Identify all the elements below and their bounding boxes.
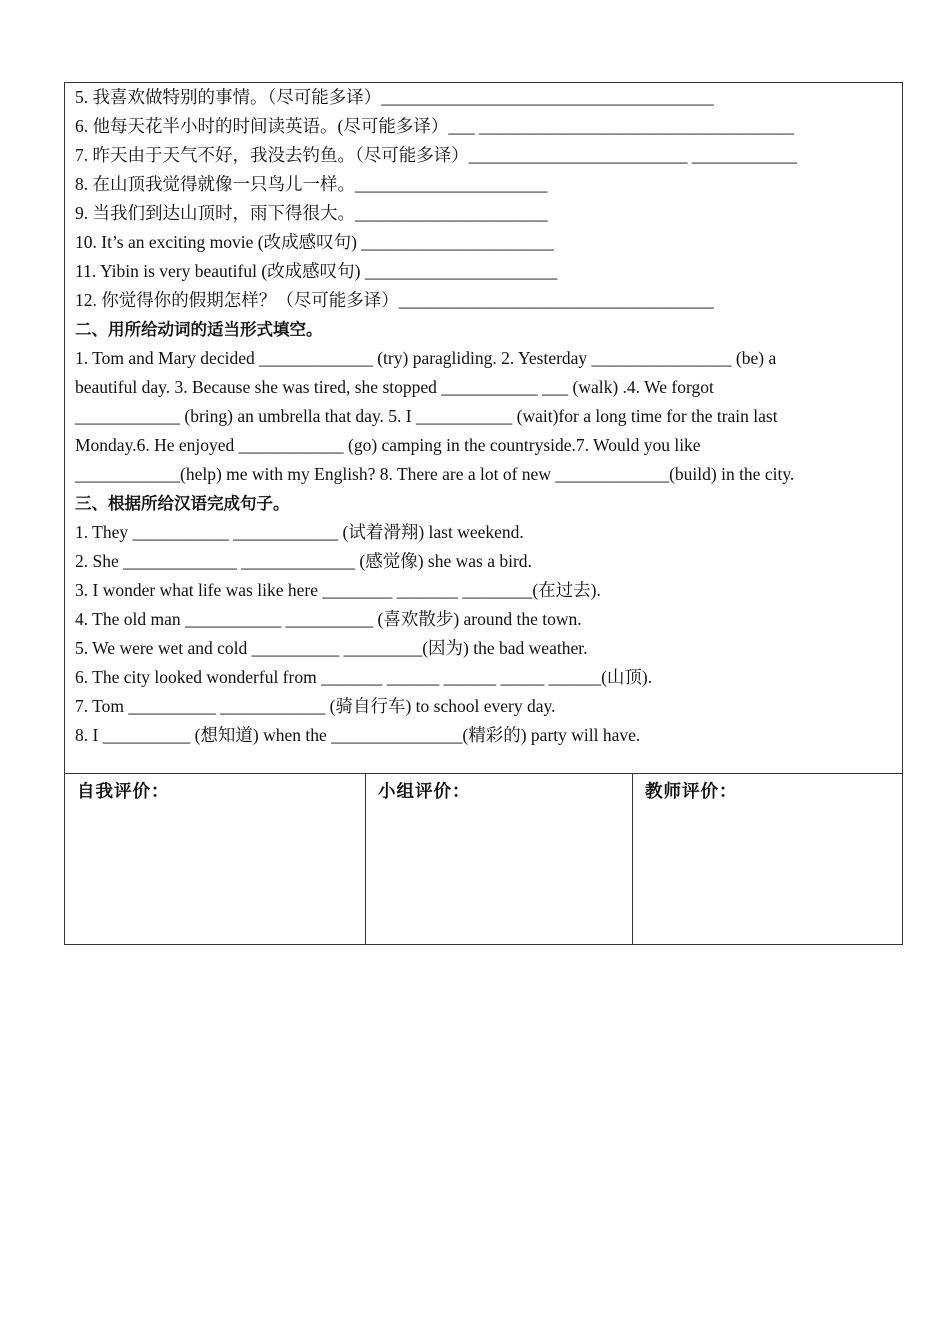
sentence-item: 3. I wonder what life was like here ________ _______ ________(在过去). [75, 580, 601, 600]
section-2-heading: 二、用所给动词的适当形式填空。 [75, 320, 323, 339]
sentence-item: 8. I __________ (想知道) when the _______________(精彩的) party will have. [75, 725, 641, 745]
verb-form-line: Monday.6. He enjoyed ____________ (go) camping in the countryside.7. Would you like [75, 435, 701, 455]
exclamation-item-11: 11. Yibin is very beautiful (改成感叹句) ______________________ [75, 261, 558, 281]
evaluation-row [65, 773, 902, 945]
section-3-heading: 三、根据所给汉语完成句子。 [75, 494, 290, 513]
sentence-item: 1. They ___________ ____________ (试着滑翔) last weekend. [75, 522, 524, 542]
self-evaluation-cell[interactable] [65, 774, 365, 945]
exclamation-item-10: 10. It’s an exciting movie (改成感叹句) ______________________ [75, 232, 554, 252]
verb-form-line: beautiful day. 3. Because she was tired, she stopped ___________ ___ (walk) .4. We forgot [75, 377, 714, 397]
translation-item-8: 8. 在山顶我觉得就像一只鸟儿一样。______________________ [75, 174, 548, 194]
verb-form-line: ____________(help) me with my English? 8. There are a lot of new _____________(build) in the city. [75, 464, 795, 484]
verb-form-line: 1. Tom and Mary decided _____________ (try) paragliding. 2. Yesterday ________________ (be) a [75, 348, 777, 368]
sentence-item: 5. We were wet and cold __________ _________(因为) the bad weather. [75, 638, 588, 658]
verb-form-line: ____________ (bring) an umbrella that day. 5. I ___________ (wait)for a long time for the train last [75, 406, 778, 426]
teacher-evaluation-cell[interactable] [632, 774, 902, 945]
translation-item-6: 6. 他每天花半小时的时间读英语。(尽可能多译）___ ____________________________________ [75, 116, 794, 136]
sentence-item: 4. The old man ___________ __________ (喜欢散步) around the town. [75, 609, 582, 629]
translation-item-12: 12. 你觉得你的假期怎样？（尽可能多译）____________________________________ [75, 290, 714, 310]
translation-item-7: 7. 昨天由于天气不好，我没去钓鱼。（尽可能多译）_________________________ ____________ [75, 145, 797, 165]
sentence-item: 6. The city looked wonderful from _______ ______ ______ _____ ______(山顶). [75, 667, 653, 687]
sentence-item: 2. She _____________ _____________ (感觉像) she was a bird. [75, 551, 532, 571]
sentence-item: 7. Tom __________ ____________ (骑自行车) to school every day. [75, 696, 556, 716]
exercise-content [75, 83, 890, 750]
group-evaluation-label: 小组评价： [378, 782, 471, 802]
translation-item-9: 9. 当我们到达山顶时，雨下得很大。______________________ [75, 203, 548, 223]
translation-item-5: 5. 我喜欢做特别的事情。（尽可能多译）______________________________________ [75, 87, 714, 107]
teacher-evaluation-label: 教师评价： [645, 782, 738, 802]
self-evaluation-label: 自我评价： [77, 782, 170, 802]
group-evaluation-cell[interactable] [365, 774, 632, 945]
worksheet-table [64, 82, 903, 945]
